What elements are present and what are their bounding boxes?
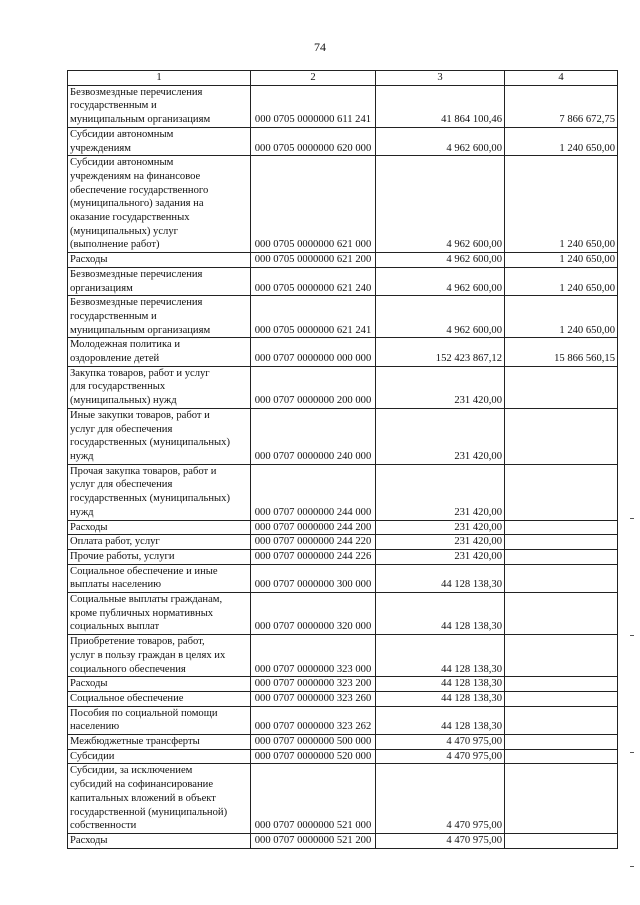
row-value-col3-cell: 4 962 600,00 [376,296,505,338]
page-number: 74 [314,40,326,54]
row-name-cell: Расходы [68,520,251,535]
row-value-col4-cell [505,691,618,706]
row-value-col4-cell [505,520,618,535]
row-value-col3-cell: 4 470 975,00 [376,749,505,764]
table-row [68,267,618,295]
row-name-cell: Безвозмездные перечисления государственным и муниципальным организациям [68,85,251,127]
row-value-col3-cell: 231 420,00 [376,535,505,550]
table-row [68,520,618,535]
row-name-cell: Молодежная политика и оздоровление детей [68,338,251,366]
row-code-cell: 000 0707 0000000 244 000 [251,464,376,520]
row-name-cell: Приобретение товаров, работ, услуг в пользу граждан в целях их социального обеспечения [68,635,251,677]
row-code-cell: 000 0705 0000000 621 241 [251,296,376,338]
row-name-cell: Прочая закупка товаров, работ и услуг для обеспечения государственных (муниципальных) нужд [68,464,251,520]
row-name-cell: Безвозмездные перечисления государственным и муниципальным организациям [68,296,251,338]
row-value-col3-cell: 231 420,00 [376,549,505,564]
row-name-cell: Пособия по социальной помощи населению [68,706,251,734]
row-value-col4-cell: 1 240 650,00 [505,267,618,295]
row-name-cell: Расходы [68,833,251,848]
row-name-cell: Иные закупки товаров, работ и услуг для обеспечения государственных (муниципальных) нужд [68,408,251,464]
column-header-2: 2 [251,71,376,86]
row-name-cell: Прочие работы, услуги [68,549,251,564]
row-value-col3-cell: 231 420,00 [376,408,505,464]
scan-edge-mark [630,518,634,519]
row-name-cell: Расходы [68,253,251,268]
table-row [68,764,618,834]
row-code-cell: 000 0707 0000000 000 000 [251,338,376,366]
row-code-cell: 000 0707 0000000 244 220 [251,535,376,550]
row-value-col4-cell: 1 240 650,00 [505,127,618,155]
row-code-cell: 000 0707 0000000 323 000 [251,635,376,677]
row-value-col4-cell: 15 866 560,15 [505,338,618,366]
row-code-cell: 000 0705 0000000 621 240 [251,267,376,295]
row-name-cell: Субсидии [68,749,251,764]
table-row [68,253,618,268]
row-name-cell: Субсидии, за исключением субсидий на софинансирование капитальных вложений в объект государственной (муниципальной) собственности [68,764,251,834]
table-row [68,593,618,635]
row-code-cell: 000 0707 0000000 320 000 [251,593,376,635]
table-body [68,85,618,848]
scan-edge-mark [630,635,634,636]
row-code-cell: 000 0707 0000000 323 262 [251,706,376,734]
table-row [68,338,618,366]
row-code-cell: 000 0707 0000000 521 200 [251,833,376,848]
table-row [68,691,618,706]
table-row [68,535,618,550]
row-value-col3-cell: 231 420,00 [376,520,505,535]
table-row [68,464,618,520]
row-value-col3-cell: 44 128 138,30 [376,593,505,635]
row-value-col4-cell [505,464,618,520]
table-row [68,635,618,677]
row-code-cell: 000 0707 0000000 300 000 [251,564,376,592]
row-name-cell: Расходы [68,677,251,692]
row-code-cell: 000 0707 0000000 244 200 [251,520,376,535]
row-code-cell: 000 0707 0000000 323 260 [251,691,376,706]
row-value-col4-cell [505,549,618,564]
row-value-col4-cell [505,706,618,734]
row-value-col4-cell: 7 866 672,75 [505,85,618,127]
row-value-col4-cell [505,677,618,692]
column-header-4: 4 [505,71,618,86]
row-value-col3-cell: 4 962 600,00 [376,156,505,253]
column-header-1: 1 [68,71,251,86]
row-value-col4-cell: 1 240 650,00 [505,296,618,338]
row-value-col3-cell: 4 470 975,00 [376,764,505,834]
row-value-col4-cell [505,535,618,550]
row-value-col3-cell: 41 864 100,46 [376,85,505,127]
table-row [68,156,618,253]
row-code-cell: 000 0705 0000000 621 000 [251,156,376,253]
row-value-col4-cell: 1 240 650,00 [505,156,618,253]
row-value-col4-cell [505,749,618,764]
row-value-col4-cell [505,833,618,848]
scan-edge-mark [630,752,634,753]
row-value-col3-cell: 4 962 600,00 [376,127,505,155]
row-value-col3-cell: 152 423 867,12 [376,338,505,366]
table-row [68,677,618,692]
scan-edge-mark [630,866,634,867]
table-row [68,749,618,764]
table-row [68,408,618,464]
row-value-col4-cell [505,593,618,635]
row-name-cell: Безвозмездные перечисления организациям [68,267,251,295]
row-value-col4-cell [505,366,618,408]
column-header-3: 3 [376,71,505,86]
table-row [68,833,618,848]
table-row [68,296,618,338]
row-name-cell: Межбюджетные трансферты [68,735,251,750]
row-value-col3-cell: 44 128 138,30 [376,677,505,692]
row-code-cell: 000 0705 0000000 611 241 [251,85,376,127]
row-code-cell: 000 0707 0000000 323 200 [251,677,376,692]
row-code-cell: 000 0707 0000000 244 226 [251,549,376,564]
row-name-cell: Социальное обеспечение [68,691,251,706]
row-value-col3-cell: 4 962 600,00 [376,267,505,295]
row-name-cell: Закупка товаров, работ и услуг для государственных (муниципальных) нужд [68,366,251,408]
row-value-col3-cell: 44 128 138,30 [376,635,505,677]
table-row [68,549,618,564]
row-name-cell: Социальные выплаты гражданам, кроме публичных нормативных социальных выплат [68,593,251,635]
row-value-col3-cell: 4 470 975,00 [376,833,505,848]
row-value-col4-cell: 1 240 650,00 [505,253,618,268]
row-code-cell: 000 0707 0000000 240 000 [251,408,376,464]
budget-table [67,70,618,849]
row-value-col3-cell: 231 420,00 [376,464,505,520]
table-row [68,735,618,750]
row-value-col3-cell: 44 128 138,30 [376,691,505,706]
row-value-col4-cell [505,408,618,464]
row-code-cell: 000 0707 0000000 520 000 [251,749,376,764]
row-value-col3-cell: 44 128 138,30 [376,564,505,592]
table-row [68,366,618,408]
row-code-cell: 000 0707 0000000 500 000 [251,735,376,750]
row-value-col3-cell: 231 420,00 [376,366,505,408]
table-row [68,85,618,127]
row-name-cell: Субсидии автономным учреждениям [68,127,251,155]
table-row [68,564,618,592]
row-value-col4-cell [505,564,618,592]
table-row [68,706,618,734]
row-name-cell: Субсидии автономным учреждениям на финансовое обеспечение государственного (муниципального) задания на оказание государственных (муниципальных) услуг (выполнение работ) [68,156,251,253]
row-code-cell: 000 0705 0000000 620 000 [251,127,376,155]
row-code-cell: 000 0707 0000000 200 000 [251,366,376,408]
header-row [68,71,618,86]
row-value-col3-cell: 4 470 975,00 [376,735,505,750]
row-name-cell: Оплата работ, услуг [68,535,251,550]
table-header [68,71,618,86]
row-value-col3-cell: 4 962 600,00 [376,253,505,268]
row-name-cell: Социальное обеспечение и иные выплаты населению [68,564,251,592]
row-value-col3-cell: 44 128 138,30 [376,706,505,734]
row-value-col4-cell [505,635,618,677]
row-value-col4-cell [505,764,618,834]
row-code-cell: 000 0707 0000000 521 000 [251,764,376,834]
row-code-cell: 000 0705 0000000 621 200 [251,253,376,268]
row-value-col4-cell [505,735,618,750]
table-row [68,127,618,155]
